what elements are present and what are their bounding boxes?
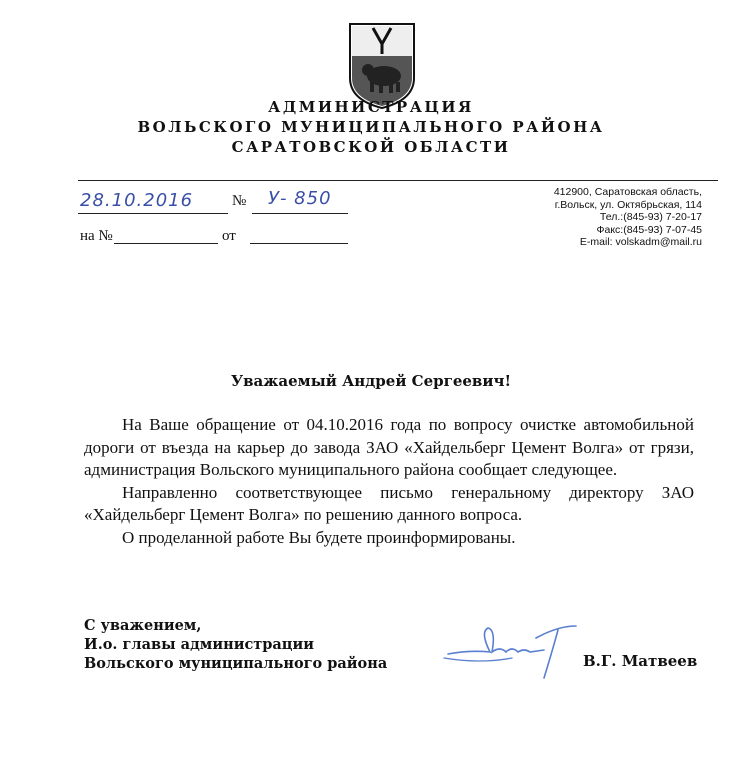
closing-regards: С уважением, [84,617,202,634]
address-line1: 412900, Саратовская область, [553,186,702,198]
coat-of-arms-icon [346,20,418,110]
registration-number: У- 850 [268,188,332,209]
date-underline [78,213,228,214]
letter-paragraph: Направленно соответствующее письмо генеральному директору ЗАО «Хайдельберг Цемент Волга» по решению данного вопроса. [84,482,694,524]
closing-block [84,616,387,673]
number-label: № [232,193,247,209]
address-block [554,186,702,249]
header-title-line3: САРАТОВСКОЙ ОБЛАСТИ [231,138,511,156]
reply-to-label: на № [80,228,113,244]
reply-from-underline [250,243,348,244]
signer-name: В.Г. Матвеев [583,652,698,670]
reply-from-label: от [222,228,236,244]
address-line2: г.Вольск, ул. Октябрьская, 114 [554,198,702,211]
header-title-line2: ВОЛЬСКОГО МУНИЦИПАЛЬНОГО РАЙОНА [137,118,605,136]
reply-to-underline [114,243,218,244]
letter-body [84,414,694,549]
letter-paragraph: О проделанной работе Вы будете проинформированы. [122,527,516,547]
letter-greeting: Уважаемый Андрей Сергеевич! [230,372,512,390]
header-title-line1: АДМИНИСТРАЦИЯ [268,98,474,116]
address-phone: Тел.:(845-93) 7-20-17 [599,211,702,223]
header-divider [78,180,718,181]
address-email: E-mail: volskadm@mail.ru [579,236,702,248]
closing-position-line1: И.о. главы администрации [84,636,315,653]
registration-date: 28.10.2016 [80,190,194,211]
closing-position-line2: Вольского муниципального района [84,655,388,672]
handwritten-signature [440,612,590,682]
letter-paragraph: На Ваше обращение от 04.10.2016 года по вопросу очистке автомобильной дороги от въезда на карьер до завода ЗАО «Хайдельберг Цемент Волга» от грязи, администрация Вольского муниципального района сообщает следующее. [84,415,694,479]
address-fax: Факс:(845-93) 7-07-45 [596,223,702,236]
number-underline [252,213,348,214]
